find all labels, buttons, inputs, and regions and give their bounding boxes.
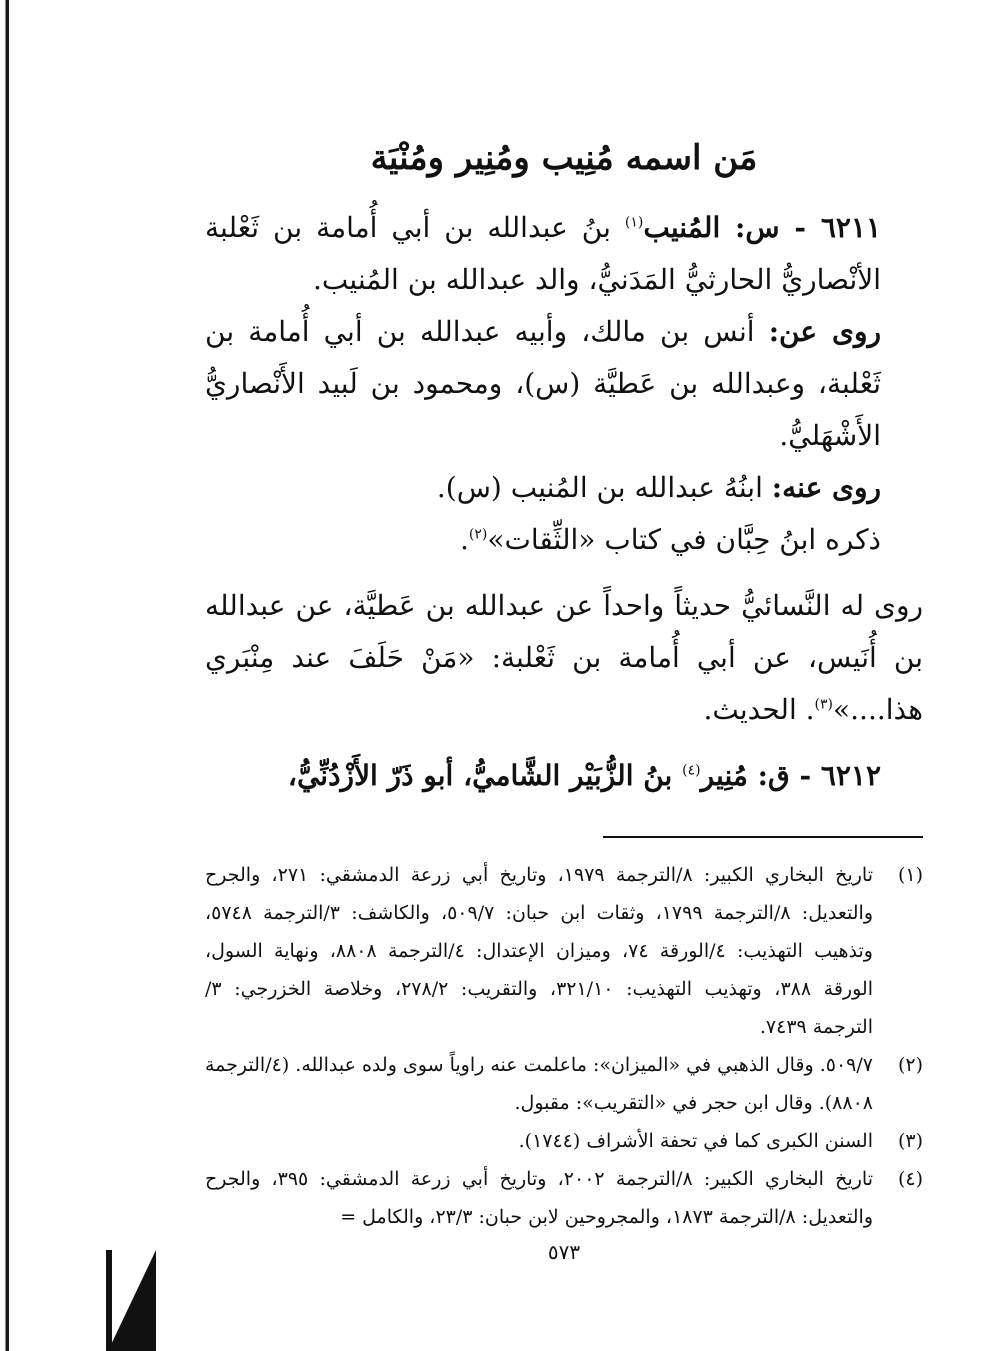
entry-6212-intro: [205, 750, 923, 802]
scan-corner-shadow: [108, 1250, 156, 1351]
entry-header: - س: المُنيب: [643, 211, 821, 244]
footnote-ref-1: (١): [624, 214, 644, 231]
footnote-text: تاريخ البخاري الكبير: ٨/الترجمة ١٩٧٩، وتاريخ أبي زرعة الدمشقي: ٢٧١، والجرح والتعديل: ٨/الترجمة ١٧٩٩، وثقات ابن حبان: ٥٠٩/٧، والكاشف: ٣/الترجمة ٥٧٤٨، وتذهيب التهذيب: ٤/الورقة ٧٤، وميزان الإعتدال: ٤/الترجمة ٨٨٠٨، ونهاية السول، الورقة ٣٨٨، وتهذيب التهذيب: ٣٢١/١٠، والتقريب: ٢٧٨/٢، وخلاصة الخزرجي: ٣/الترجمة ٧٤٣٩.: [205, 864, 873, 1038]
entry-6211-intro: [205, 202, 923, 306]
book-page: [205, 110, 923, 1264]
hadith-end: . الحديث.: [703, 693, 815, 726]
rawa-anhu-text: ابنُهُ عبدالله بن المُنيب (س).: [436, 471, 772, 504]
footnote-number: (٢): [897, 1054, 923, 1076]
rawa-anhu-label: روى عنه:: [771, 471, 881, 504]
dhakarahu-text: ذكره ابنُ حِبَّان في كتاب «الثِّقات»: [487, 523, 881, 556]
entry-intro-text: بنُ الزُّبَيْر الشَّاميُّ، أبو ذَرّ الأَزْدُنِّيُّ،: [287, 759, 683, 792]
rawa-an-label: روى عن:: [768, 315, 881, 348]
footnote-text: ٥٠٩/٧. وقال الذهبي في «الميزان»: ماعلمت عنه راوياً سوى ولده عبدالله. (٤/الترجمة ٨٨٠٨). وقال ابن حجر في «التقريب»: مقبول.: [205, 1054, 873, 1114]
hadith-text: روى له النَّسائيُّ حديثاً واحداً عن عبدالله بن عَطيَّة، عن عبدالله بن أُنَيس، عن أبي أُمامة بن ثَعْلبة: «مَنْ حَلَفَ عند مِنْبَري هذا....»: [205, 589, 923, 726]
footnote-ref-4: (٤): [682, 762, 701, 779]
entry-6211-dhakarahu: [205, 514, 923, 566]
footnote-separator: [603, 836, 923, 838]
entry-number: ٦٢١٢: [820, 759, 881, 792]
footnote: [205, 1046, 923, 1122]
entry-header: - ق: مُنِير: [700, 759, 821, 792]
footnote-text: السنن الكبرى كما في تحفة الأشراف (١٧٤٤).: [518, 1130, 873, 1152]
footnote-ref-3: (٣): [814, 696, 834, 713]
footnote-ref-2: (٢): [468, 526, 488, 543]
section-title: مَن اسمه مُنِيب ومُنِير ومُنْيَة: [370, 138, 758, 178]
scan-binding-edge: [0, 0, 22, 1351]
entry-6211-rawa-anhu: [205, 462, 923, 514]
footnote: [205, 1122, 923, 1160]
dhakarahu-end: .: [459, 523, 469, 556]
entry-6211-hadith: [205, 580, 923, 736]
footnote: [205, 856, 923, 1046]
entry-6211-rawa-an: [205, 306, 923, 462]
footnote-number: (٣): [897, 1130, 923, 1152]
footnote-text: تاريخ البخاري الكبير: ٨/الترجمة ٢٠٠٢، وتاريخ أبي زرعة الدمشقي: ٣٩٥، والجرح والتعديل: ٨/الترجمة ١٨٧٣، والمجروحين لابن حبان: ٢٣/٣، والكامل =: [205, 1168, 873, 1228]
footnote: [205, 1160, 923, 1236]
entry-intro-text: بنُ عبدالله بن أبي أُمامة بن ثَعْلبة الأنْصاريُّ الحارثيُّ المَدَنيُّ، والد عبدالله بن المُنيب.: [205, 211, 881, 296]
footnote-number: (١): [897, 864, 923, 886]
page-number: ٥٧٣: [547, 1240, 581, 1264]
entry-number: ٦٢١١: [820, 211, 881, 244]
footnote-number: (٤): [897, 1168, 923, 1190]
rawa-an-text: أنس بن مالك، وأبيه عبدالله بن أبي أُمامة بن ثَعْلبة، وعبدالله بن عَطيَّة (س)، ومحمود بن لَبيد الأَنْصاريُّ الأَشْهَليُّ.: [205, 315, 881, 452]
main-text: [205, 202, 923, 802]
footnotes: [205, 856, 923, 1236]
